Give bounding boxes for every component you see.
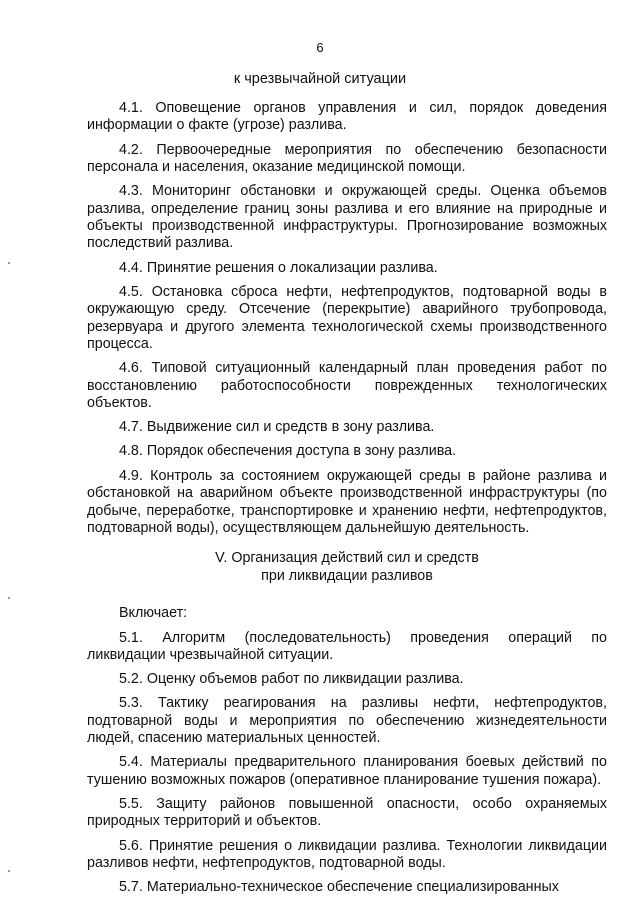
paragraph-4-9: 4.9. Контроль за состоянием окружающей среды в районе разлива и обстановкой на аварийном объекте производственной инфраструктуры (по добыче, переработке, транспортировке и хранению нефти, нефтепродуктов, подтоварной воды), осуществляющем дальнейшую деятельность. — [87, 467, 607, 536]
scan-edge-mark — [8, 597, 10, 599]
document-body — [87, 100, 607, 903]
section-5-intro: Включает: — [119, 605, 188, 622]
paragraph-5-7: 5.7. Материально-техническое обеспечение специализированных — [119, 879, 559, 896]
paragraph-5-3: 5.3. Тактику реагирования на разливы нефти, нефтепродуктов, подтоварной воды и мероприятия по обеспечению жизнедеятельности людей, спасению материальных ценностей. — [87, 695, 607, 747]
paragraph-4-1: 4.1. Оповещение органов управления и сил, порядок доведения информации о факте (угрозе) разлива. — [87, 100, 607, 134]
paragraph-5-1: 5.1. Алгоритм (последовательность) проведения операций по ликвидации чрезвычайной ситуации. — [87, 629, 607, 663]
paragraph-4-3: 4.3. Мониторинг обстановки и окружающей среды. Оценка объемов разлива, определение границ зоны разлива и его влияние на природные и объекты производственной инфраструктуры. Прогнозирование возможных последствий разлива. — [87, 183, 607, 252]
heading-continuation: к чрезвычайной ситуации — [233, 71, 407, 87]
paragraph-4-6: 4.6. Типовой ситуационный календарный план проведения работ по восстановлению работоспособности поврежденных технологических объектов. — [87, 360, 607, 412]
section-5-title-line-2: при ликвидации разливов — [261, 567, 433, 584]
paragraph-4-2: 4.2. Первоочередные мероприятия по обеспечению безопасности персонала и населения, оказание медицинской помощи. — [87, 141, 607, 176]
paragraph-4-8: 4.8. Порядок обеспечения доступа в зону разлива. — [119, 443, 457, 460]
paragraph-4-4: 4.4. Принятие решения о локализации разлива. — [119, 259, 438, 276]
paragraph-5-4: 5.4. Материалы предварительного планирования боевых действий по тушению возможных пожаров (оперативное планирование тушения пожара). — [87, 754, 607, 788]
paragraph-4-5: 4.5. Остановка сброса нефти, нефтепродуктов, подтоварной воды в окружающую среду. Отсечение (перекрытие) аварийного трубопровода, резервуара и другого элемента технологической схемы производственного процесса. — [87, 283, 607, 353]
scan-edge-mark — [8, 870, 10, 872]
paragraph-4-7: 4.7. Выдвижение сил и средств в зону разлива. — [119, 419, 435, 436]
scan-edge-mark — [8, 262, 10, 264]
page-number: 6 — [316, 40, 324, 55]
section-5-title — [87, 550, 607, 585]
paragraph-5-5: 5.5. Защиту районов повышенной опасности, особо охраняемых природных территорий и объектов. — [87, 795, 607, 830]
paragraph-5-2: 5.2. Оценку объемов работ по ликвидации разлива. — [119, 671, 464, 688]
paragraph-5-6: 5.6. Принятие решения о ликвидации разлива. Технологии ликвидации разливов нефти, нефтепродуктов, подтоварной воды. — [87, 837, 607, 871]
section-5-title-line-1: V. Организация действий сил и средств — [215, 550, 479, 567]
